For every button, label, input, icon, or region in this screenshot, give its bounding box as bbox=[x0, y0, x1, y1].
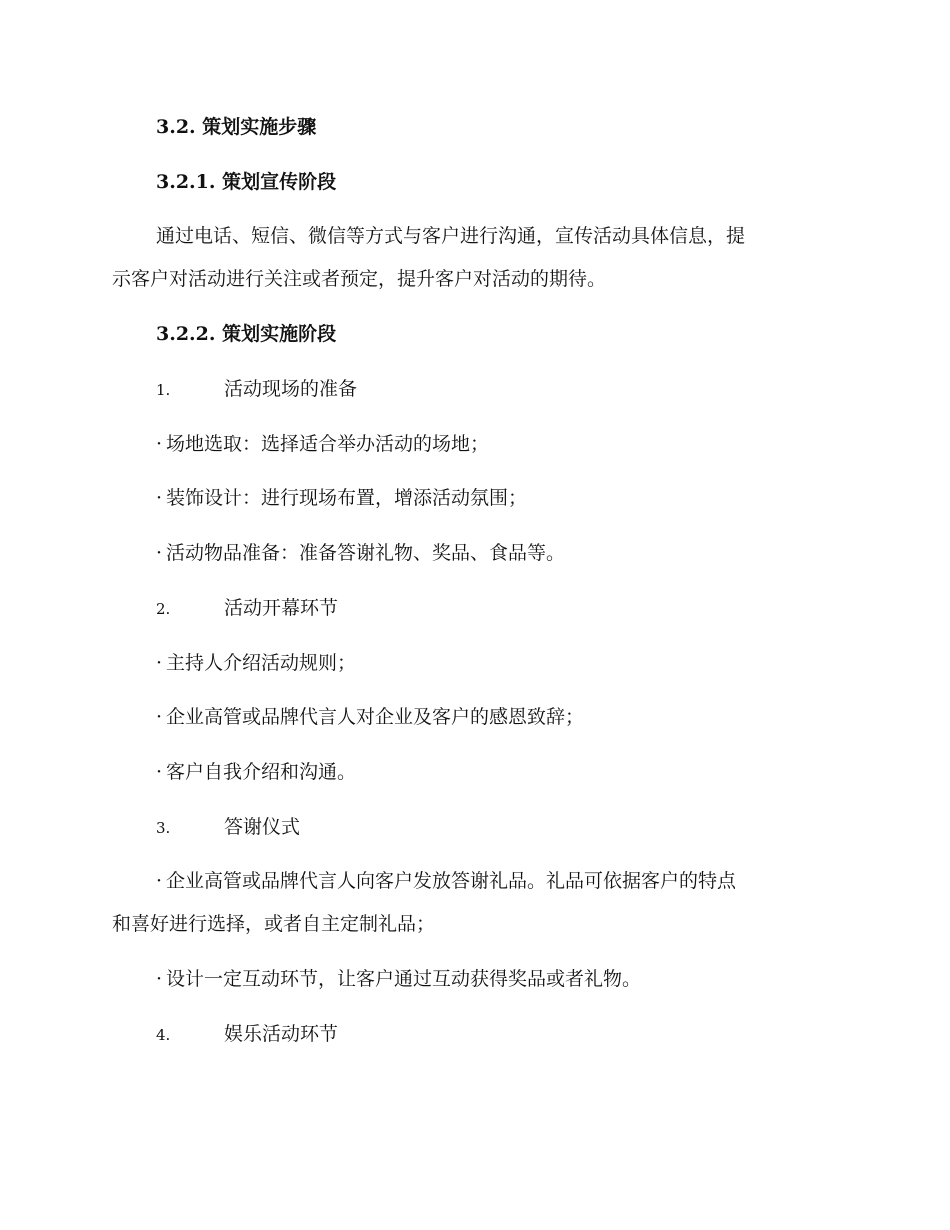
bullet-item bbox=[156, 539, 832, 567]
bullet-item bbox=[156, 867, 832, 895]
bullet-item bbox=[156, 965, 832, 993]
item-number: 3. bbox=[156, 819, 171, 837]
item-title: 活动现场的准备 bbox=[224, 378, 358, 400]
bullet-icon: · bbox=[156, 968, 163, 990]
item-number: 1. bbox=[156, 381, 171, 399]
item-title: 活动开幕环节 bbox=[224, 597, 339, 619]
section-heading-3-2-1: 3.2.1. 策划宣传阶段 bbox=[156, 171, 337, 193]
item-title: 答谢仪式 bbox=[224, 816, 301, 838]
item-number: 4. bbox=[156, 1026, 171, 1044]
bullet-item bbox=[156, 430, 832, 458]
bullet-text: 装饰设计：进行现场布置，增添活动氛围； bbox=[166, 487, 528, 509]
paragraph-line: 通过电话、短信、微信等方式与客户进行沟通，宣传活动具体信息，提 bbox=[156, 225, 746, 247]
numbered-item bbox=[156, 813, 832, 842]
bullet-text: 活动物品准备：准备答谢礼物、奖品、食品等。 bbox=[166, 542, 566, 564]
bullet-icon: · bbox=[156, 433, 163, 455]
bullet-item bbox=[156, 649, 832, 677]
bullet-icon: · bbox=[156, 542, 163, 564]
paragraph-line: 和喜好进行选择，或者自主定制礼品； bbox=[112, 913, 436, 935]
bullet-text: 设计一定互动环节，让客户通过互动获得奖品或者礼物。 bbox=[166, 968, 642, 990]
numbered-item bbox=[156, 1020, 832, 1049]
item-title: 娱乐活动环节 bbox=[224, 1023, 339, 1045]
bullet-item bbox=[156, 484, 832, 512]
bullet-icon: · bbox=[156, 706, 163, 728]
numbered-item bbox=[156, 375, 832, 404]
bullet-text: 企业高管或品牌代言人向客户发放答谢礼品。礼品可依据客户的特点 bbox=[166, 870, 737, 892]
bullet-item bbox=[156, 703, 832, 731]
bullet-icon: · bbox=[156, 652, 163, 674]
section-heading-3-2-2: 3.2.2. 策划实施阶段 bbox=[156, 323, 337, 345]
bullet-item bbox=[156, 758, 832, 786]
bullet-icon: · bbox=[156, 487, 163, 509]
numbered-item bbox=[156, 594, 832, 623]
bullet-text: 主持人介绍活动规则； bbox=[166, 652, 357, 674]
bullet-icon: · bbox=[156, 761, 163, 783]
item-number: 2. bbox=[156, 600, 171, 618]
section-heading-3-2: 3.2. 策划实施步骤 bbox=[156, 116, 317, 138]
paragraph-line: 示客户对活动进行关注或者预定，提升客户对活动的期待。 bbox=[112, 268, 607, 290]
bullet-icon: · bbox=[156, 870, 163, 892]
bullet-text: 场地选取：选择适合举办活动的场地； bbox=[166, 433, 490, 455]
bullet-text: 客户自我介绍和沟通。 bbox=[166, 761, 357, 783]
bullet-text: 企业高管或品牌代言人对企业及客户的感恩致辞； bbox=[166, 706, 585, 728]
